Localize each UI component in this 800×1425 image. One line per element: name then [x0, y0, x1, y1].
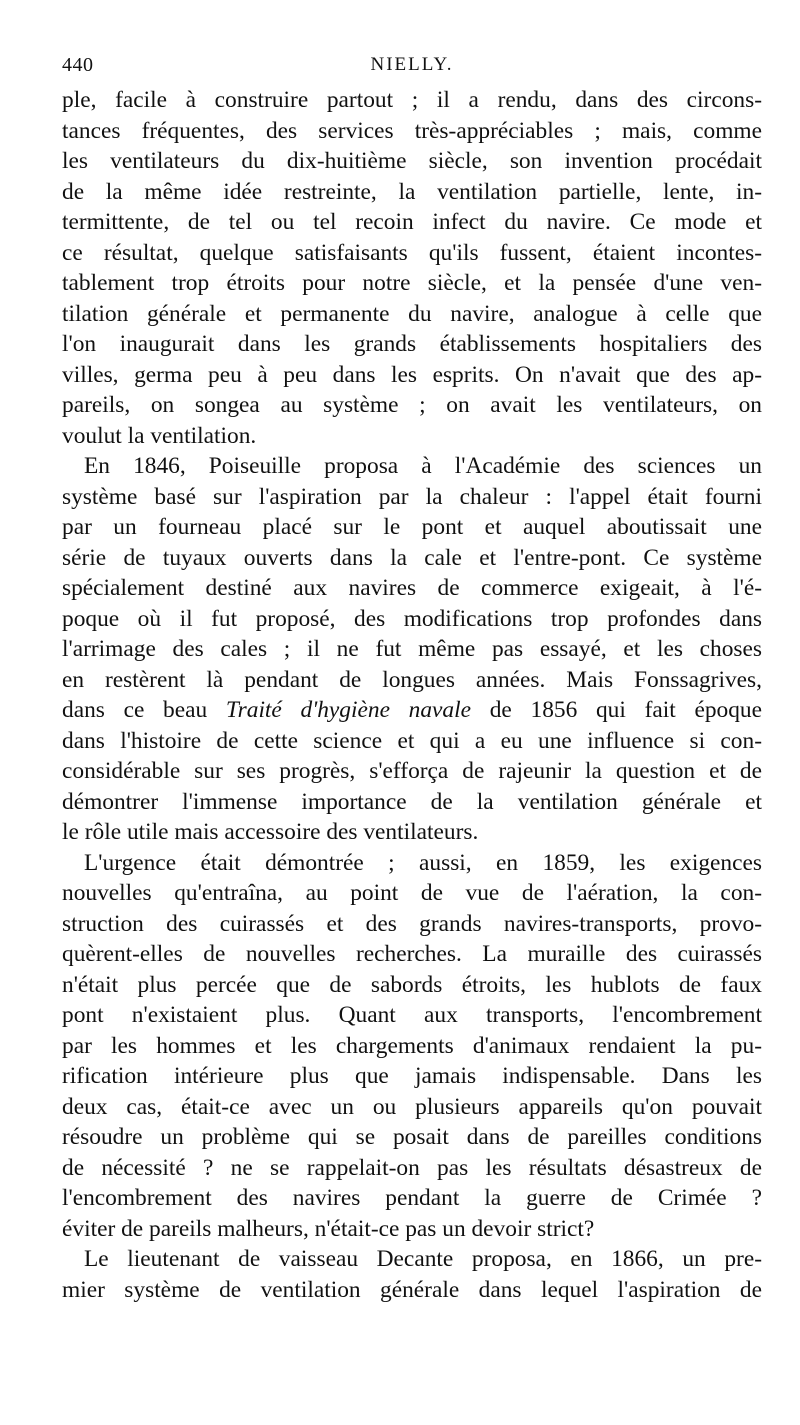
text-line: l'arrimage des cales ; il ne fut même pas essayé, et les choses — [62, 636, 762, 662]
paragraph-first-line: L'urgence était démontrée ; aussi, en 1859, les exigences — [84, 849, 762, 876]
text-line: système basé sur l'aspiration par la chaleur : l'appel était fourni — [62, 483, 762, 510]
text-line: en restèrent là pendant de longues années. Mais Fonssagrives, — [62, 666, 762, 693]
text-line: les ventilateurs du dix-huitième siècle, son invention procédait — [62, 148, 762, 174]
text-line: ce résultat, quelque satisfaisants qu'ils fussent, étaient incontes- — [62, 239, 762, 266]
paragraph-first-line: En 1846, Poiseuille proposa à l'Académie des sciences un — [84, 453, 762, 479]
text-line: struction des cuirassés et des grands navires-transports, provo- — [62, 910, 762, 937]
text-line: de la même idée restreinte, la ventilation partielle, lente, in- — [62, 178, 762, 205]
text-line: considérable sur ses progrès, s'efforça de rajeunir la question et de — [62, 758, 762, 784]
text-line: démontrer l'immense importance de la ventilation générale et — [62, 788, 762, 815]
page-header — [62, 54, 762, 84]
book-title: Traité d'hygiène navale — [225, 697, 472, 723]
paragraph-first-line: Le lieutenant de vaisseau Decante proposa, en 1866, un pre- — [84, 1246, 762, 1272]
text-line: le rôle utile mais accessoire des ventilateurs. — [62, 819, 479, 845]
running-head: NIELLY. — [370, 54, 454, 75]
text-line: série de tuyaux ouverts dans la cale et l'entre-pont. Ce système — [62, 544, 762, 571]
text-line: tances fréquentes, des services très-appréciables ; mais, comme — [62, 117, 762, 144]
text-line: villes, germa peu à peu dans les esprits. On n'avait que des ap- — [62, 361, 762, 388]
text-line: tablement trop étroits pour notre siècle, et la pensée d'une ven- — [62, 270, 762, 296]
text-line: pont n'existaient plus. Quant aux transports, l'encombrement — [62, 1002, 762, 1028]
text-line: poque où il fut proposé, des modifications trop profondes dans — [62, 605, 762, 632]
text-line: voulut la ventilation. — [62, 422, 257, 449]
text-line: termittente, de tel ou tel recoin infect du navire. Ce mode et — [62, 209, 762, 235]
text-line-with-title — [62, 695, 762, 726]
text-line: nouvelles qu'entraîna, au point de vue de l'aération, la con- — [62, 880, 762, 906]
text-line: par les hommes et les chargements d'animaux rendaient la pu- — [62, 1032, 762, 1059]
text-segment: dans ce beau — [62, 697, 226, 723]
text-line: rification intérieure plus que jamais indispensable. Dans les — [62, 1063, 762, 1089]
text-line: quèrent-elles de nouvelles recherches. La muraille des cuirassés — [62, 941, 762, 967]
page-number: 440 — [62, 54, 94, 76]
text-line: deux cas, était-ce avec un ou plusieurs appareils qu'on pouvait — [62, 1093, 762, 1120]
text-line: n'était plus percée que de sabords étroits, les hublots de faux — [62, 971, 762, 998]
text-line: pareils, on songea au système ; on avait les ventilateurs, on — [62, 392, 762, 418]
text-line: résoudre un problème qui se posait dans de pareilles conditions — [62, 1124, 762, 1150]
text-line: l'encombrement des navires pendant la guerre de Crimée ? — [62, 1185, 762, 1211]
text-line: par un fourneau placé sur le pont et auquel aboutissait une — [62, 514, 762, 540]
text-line: ple, facile à construire partout ; il a rendu, dans des circons- — [62, 87, 762, 113]
text-line: l'on inaugurait dans les grands établissements hospitaliers des — [62, 331, 762, 357]
text-line: tilation générale et permanente du navire, analogue à celle que — [62, 300, 762, 327]
text-line: mier système de ventilation générale dans lequel l'aspiration de — [62, 1276, 762, 1303]
text-line: dans l'histoire de cette science et qui a eu une influence si con- — [62, 727, 762, 754]
text-line: éviter de pareils malheurs, n'était-ce pas un devoir strict? — [62, 1215, 595, 1242]
body-text — [62, 85, 762, 1305]
text-segment: de 1856 qui fait époque — [471, 697, 763, 723]
text-line: de nécessité ? ne se rappelait-on pas les résultats désastreux de — [62, 1154, 762, 1181]
text-line: spécialement destiné aux navires de commerce exigeait, à l'é- — [62, 575, 762, 601]
